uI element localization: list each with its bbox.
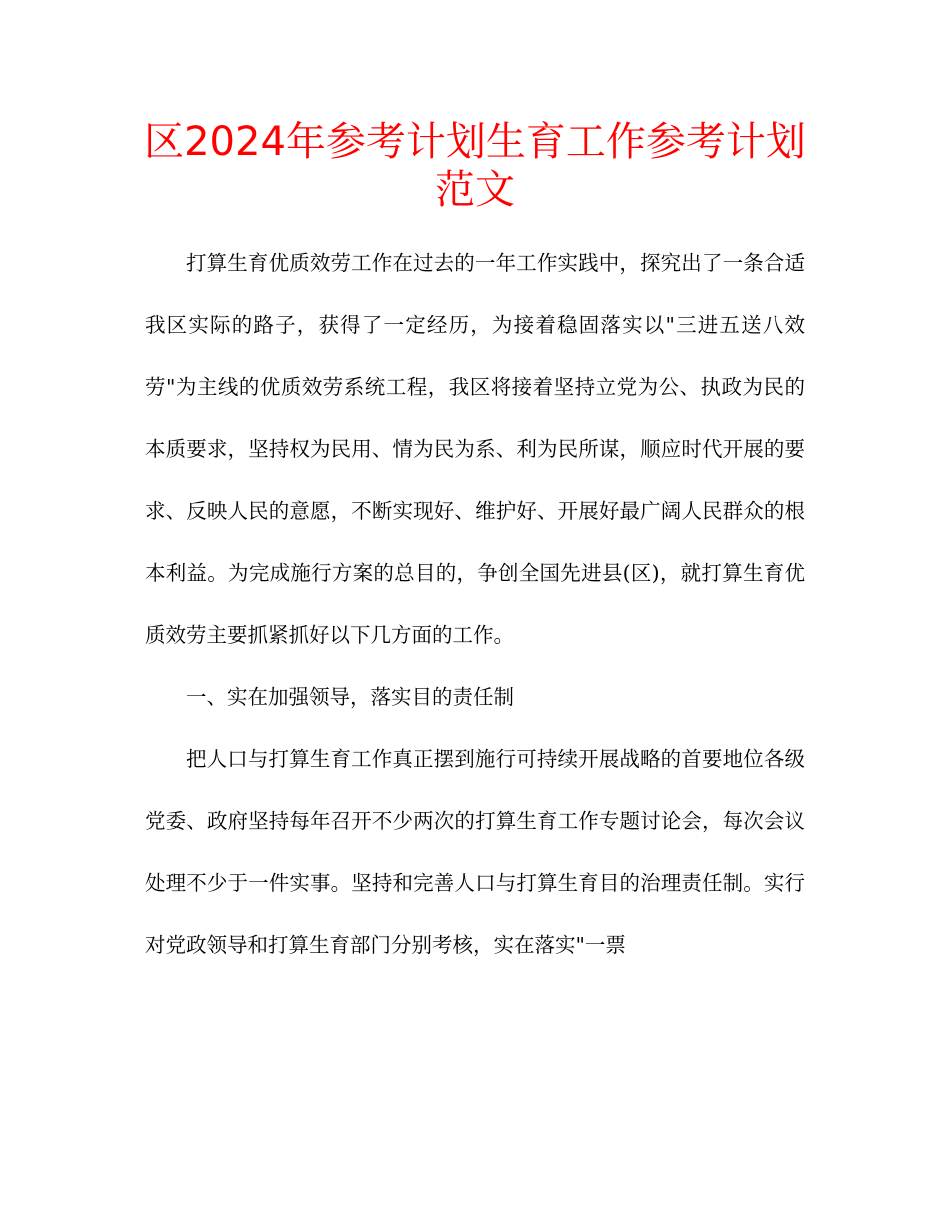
section-paragraph: 把人口与打算生育工作真正摆到施行可持续开展战略的首要地位各级党委、政府坚持每年召开不少两次的打算生育工作专题讨论会，每次会议处理不少于一件实事。坚持和完善人口与打算生育目的治理责任制。实行对党政领导和打算生育部门分别考核，实在落实"一票 (145, 747, 805, 957)
document-body (145, 232, 805, 976)
intro-paragraph: 打算生育优质效劳工作在过去的一年工作实践中，探究出了一条合适我区实际的路子，获得了一定经历，为接着稳固落实以"三进五送八效劳"为主线的优质效劳系统工程，我区将接着坚持立党为公、执政为民的本质要求，坚持权为民用、情为民为系、利为民所谋，顺应时代开展的要求、反映人民的意愿，不断实现好、维护好、开展好最广阔人民群众的根本利益。为完成施行方案的总目的，争创全国先进县(区)，就打算生育优质效劳主要抓紧抓好以下几方面的工作。 (145, 251, 805, 647)
section-heading: 一、实在加强领导，落实目的责任制 (186, 685, 514, 709)
document-title: 区2024年参考计划生育工作参考计划范文 (144, 119, 806, 213)
